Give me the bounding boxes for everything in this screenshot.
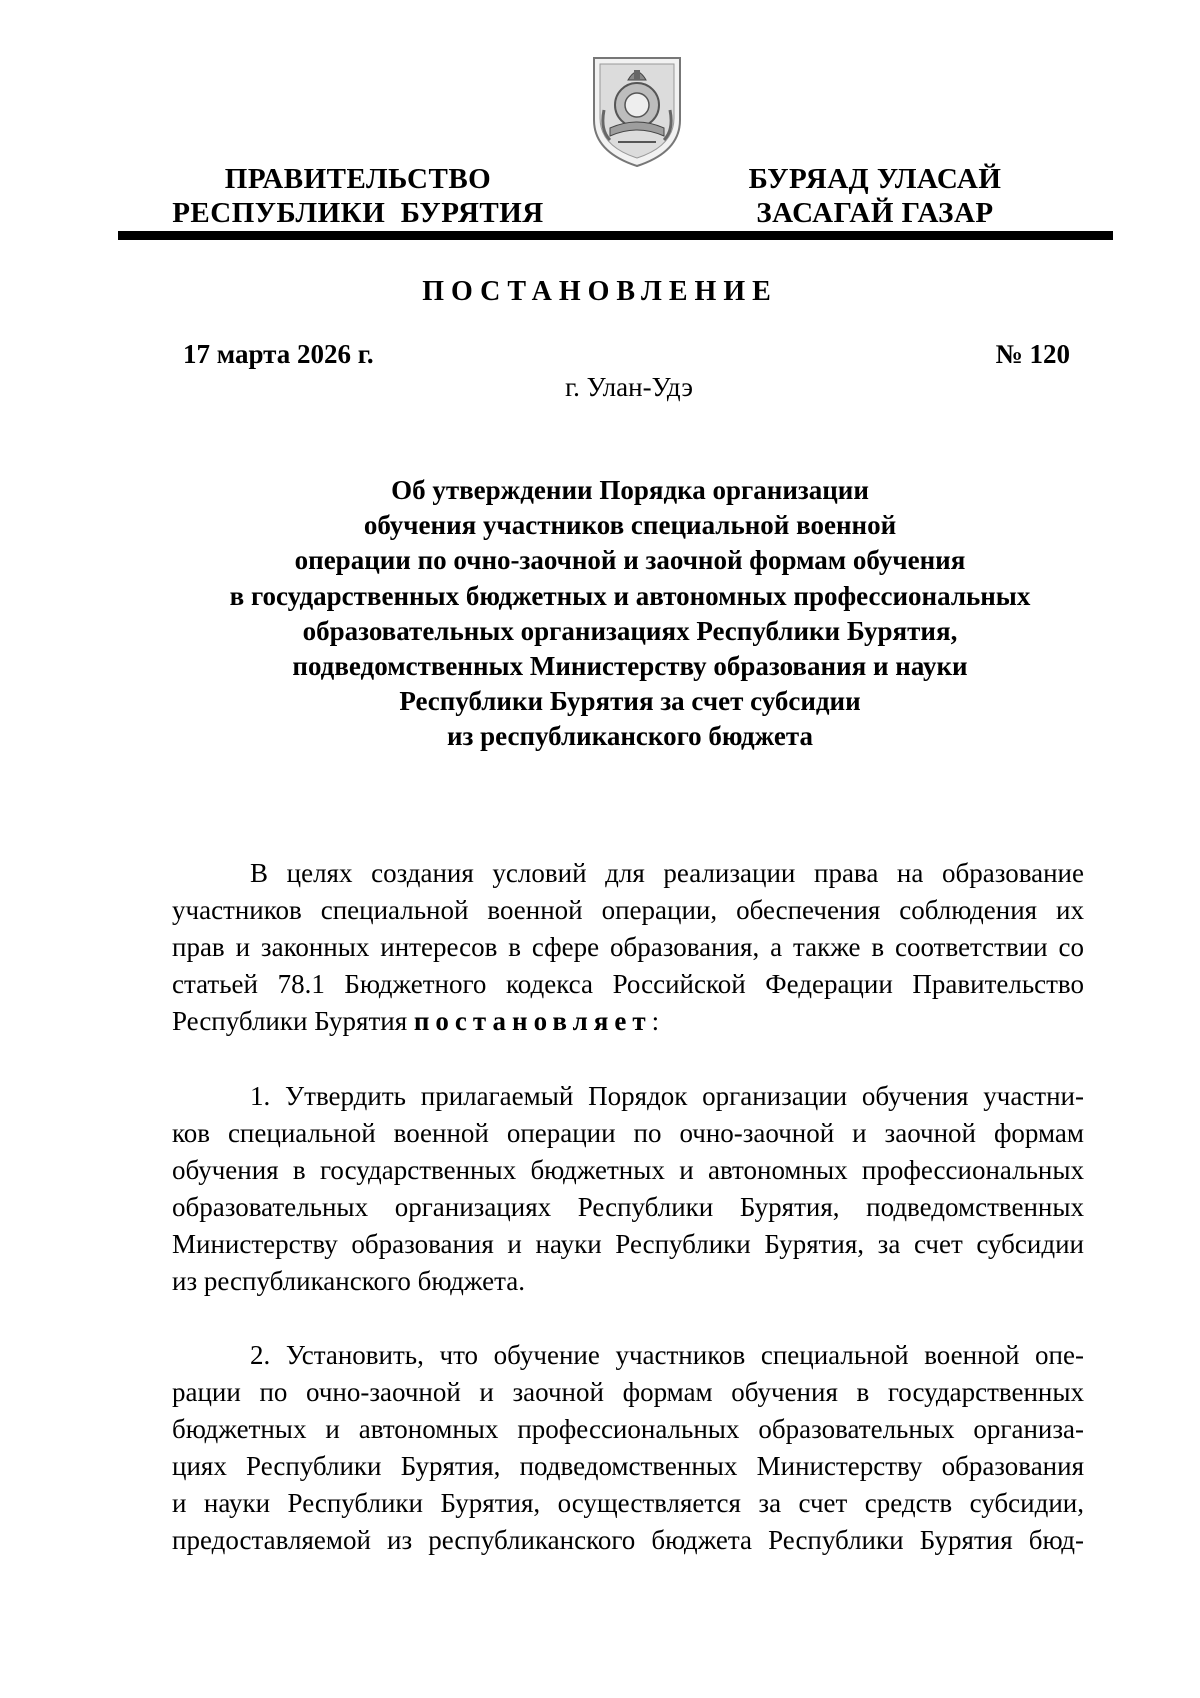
text-line: статьей 78.1 Бюджетного кодекса Российской Федерации Правительство [172, 969, 1084, 999]
text-line: бюджетных и автономных профессиональных образовательных организа- [172, 1414, 1084, 1444]
text-line: и науки Республики Бурятия, осуществляется за счет средств субсидии, [172, 1488, 1084, 1518]
title-line: Республики Бурятия за счет субсидии [399, 686, 861, 717]
header-right [715, 162, 1035, 230]
title-line: Об утверждении Порядка организации [391, 475, 869, 505]
preamble-last-prefix: Республики Бурятия [172, 1006, 414, 1036]
item-1-paragraph [172, 1078, 1084, 1300]
header-left [158, 162, 558, 230]
text-line: ков специальной военной операции по очно-заочной и заочной формам [172, 1118, 1084, 1148]
coat-of-arms-icon [588, 50, 686, 170]
decree-word: постановляет [413, 1006, 652, 1036]
title-line: подведомственных Министерству образования и науки [292, 651, 968, 682]
title-line: из республиканского бюджета [447, 721, 813, 752]
text-line: образовательных организациях Республики Бурятия, подведомственных [172, 1192, 1084, 1222]
title-line: в государственных бюджетных и автономных профессиональных [229, 580, 1031, 611]
text-line [172, 1003, 1084, 1040]
text-line: Министерству образования и науки Республики Бурятия, за счет субсидии [172, 1229, 1084, 1259]
document-city: г. Улан-Удэ [565, 372, 693, 402]
header-left-line2: РЕСПУБЛИКИ БУРЯТИЯ [172, 197, 544, 229]
text-line: циях Республики Бурятия, подведомственных Министерству образования [172, 1451, 1084, 1481]
document-number: № 120 [995, 339, 1070, 369]
document-date: 17 марта 2026 г. [183, 339, 374, 369]
title-line: операции по очно-заочной и заочной формам обучения [294, 545, 966, 576]
text-line: прав и законных интересов в сфере образования, а также в соответствии со [172, 932, 1084, 962]
document-type: ПОСТАНОВЛЕНИЕ [422, 276, 778, 307]
text-line: из республиканского бюджета. [172, 1266, 526, 1296]
text-line: В целях создания условий для реализации права на образование [250, 858, 1084, 888]
text-line: предоставляемой из республиканского бюджета Республики Бурятия бюд- [172, 1525, 1084, 1555]
text-line: 1. Утвердить прилагаемый Порядок организации обучения участни- [250, 1081, 1084, 1111]
document-title [180, 473, 1080, 755]
header-divider [118, 231, 1113, 240]
item-2-paragraph [172, 1337, 1084, 1559]
header-left-line1: ПРАВИТЕЛЬСТВО [224, 163, 492, 195]
text-line: 2. Установить, что обучение участников специальной военной опе- [250, 1340, 1084, 1370]
text-line: обучения в государственных бюджетных и автономных профессиональных [172, 1155, 1084, 1185]
title-line: образовательных организациях Республики Бурятия, [302, 615, 958, 646]
text-line: участников специальной военной операции, обеспечения соблюдения их [172, 895, 1084, 925]
preamble-paragraph [172, 855, 1084, 1040]
title-line: обучения участников специальной военной [363, 510, 897, 541]
text-line: рации по очно-заочной и заочной формам обучения в государственных [172, 1377, 1084, 1407]
header-right-line2: ЗАСАГАЙ ГАЗАР [756, 197, 994, 229]
preamble-last-suffix: : [651, 1006, 660, 1036]
header-right-line1: БУРЯАД УЛАСАЙ [748, 163, 1002, 195]
